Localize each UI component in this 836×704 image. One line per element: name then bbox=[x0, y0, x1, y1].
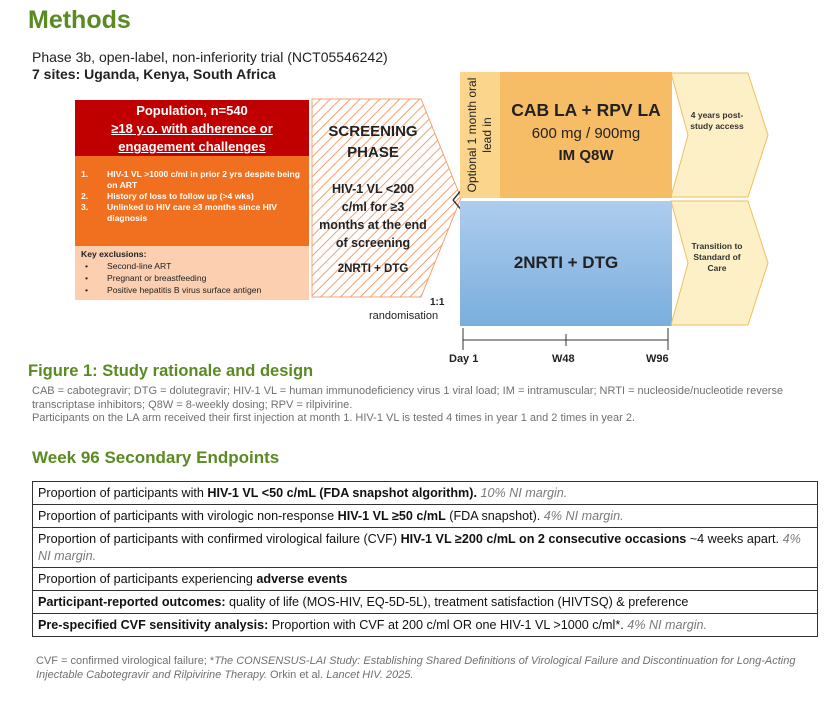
injection-note: Participants on the LA arm received their first injection at month 1. HIV-1 VL is tested 4 times in year 1 and 2 times in year 2. bbox=[32, 412, 636, 424]
table-row: Proportion of participants with virologic non-response HIV-1 VL ≥50 c/mL (FDA snapshot). 4% NI margin. bbox=[33, 505, 818, 528]
endpoints-title: Week 96 Secondary Endpoints bbox=[32, 448, 280, 467]
timeline-label-w48: W48 bbox=[552, 353, 575, 365]
timeline-label-day1: Day 1 bbox=[449, 353, 479, 365]
study-timeline bbox=[440, 328, 680, 354]
endpoints-table bbox=[32, 481, 818, 637]
la-arm-title: CAB LA + RPV LA bbox=[511, 100, 661, 120]
la-followup-label: 4 years post-study access bbox=[690, 110, 744, 131]
criterion-item: 1. HIV-1 VL >1000 c/ml in prior 2 yrs despite being on ART bbox=[81, 169, 301, 190]
la-followup-chevron bbox=[670, 72, 770, 199]
randomisation-ratio: 1:1 bbox=[430, 297, 445, 308]
trial-phase-text: Phase 3b, open-label, non-inferiority trial (NCT05546242) bbox=[32, 49, 388, 65]
population-eligibility: ≥18 y.o. with adherence or engagement challenges bbox=[111, 121, 273, 154]
randomisation-label: randomisation bbox=[369, 310, 439, 322]
oral-arm-title: 2NRTI + DTG bbox=[513, 253, 619, 272]
population-size: Population, n=540 bbox=[136, 103, 248, 118]
table-row: Pre-specified CVF sensitivity analysis: Proportion with CVF at 200 c/ml OR one HIV-1 VL >1000 c/ml*. 4% NI margin. bbox=[33, 614, 818, 637]
screening-regimen: 2NRTI + DTG bbox=[337, 263, 409, 275]
table-row: Proportion of participants with confirmed virological failure (CVF) HIV-1 VL ≥200 c/mL on 2 consecutive occasions ~4 weeks apart. 4% NI margin. bbox=[33, 528, 818, 568]
exclusions-title: Key exclusions: bbox=[81, 249, 147, 259]
oral-lead-in-label: Optional 1 month oral lead in bbox=[465, 77, 494, 193]
exclusion-item: • Positive hepatitis B virus surface antigen bbox=[85, 285, 262, 295]
criterion-item: 2. History of loss to follow up (>4 wks) bbox=[81, 191, 254, 201]
key-exclusions bbox=[75, 246, 309, 300]
timeline-label-w96: W96 bbox=[646, 353, 669, 365]
reference-footnote: CVF = confirmed virological failure; *The CONSENSUS-LAI Study: Establishing Shared Definitions of Virological Failure and Discontinuation for Long-Acting Injectable Cabotegravir and Rilpivirine Therapy. Orkin et al. Lancet HIV. 2025. bbox=[36, 655, 796, 681]
abbreviations-text: CAB = cabotegravir; DTG = dolutegravir; HIV-1 VL = human immunodeficiency virus 1 viral load; IM = intramuscular; NRTI = nucleoside/nucleotide reverse transcriptase inhibitors; Q8W = 8-weekly dosing; RPV = rilpivirine. bbox=[32, 385, 784, 411]
la-arm-schedule: IM Q8W bbox=[558, 147, 614, 164]
exclusion-item: • Pregnant or breastfeeding bbox=[85, 273, 207, 283]
screening-criterion: HIV-1 VL <200 c/ml for ≥3 months at the end of screening bbox=[319, 182, 427, 250]
trial-sites-text: 7 sites: Uganda, Kenya, South Africa bbox=[32, 66, 276, 82]
table-row: Participant-reported outcomes: quality of life (MOS-HIV, EQ-5D-5L), treatment satisfaction (HIVTSQ) & preference bbox=[33, 591, 818, 614]
table-row: Proportion of participants with HIV-1 VL <50 c/mL (FDA snapshot algorithm). 10% NI margin. bbox=[33, 482, 818, 505]
figure-caption: Figure 1: Study rationale and design bbox=[28, 362, 314, 380]
page-title: Methods bbox=[28, 6, 131, 34]
population-heading bbox=[75, 100, 309, 156]
exclusion-item: • Second-line ART bbox=[85, 261, 172, 271]
oral-followup-label: Transition to Standard of Care bbox=[691, 241, 743, 273]
inclusion-criteria bbox=[75, 156, 309, 246]
screening-title: SCREENING PHASE bbox=[328, 123, 418, 161]
table-row: Proportion of participants experiencing adverse events bbox=[33, 568, 818, 591]
la-arm-dose: 600 mg / 900mg bbox=[531, 125, 641, 142]
criterion-item: 3. Unlinked to HIV care ≥3 months since HIV diagnosis bbox=[81, 202, 277, 223]
